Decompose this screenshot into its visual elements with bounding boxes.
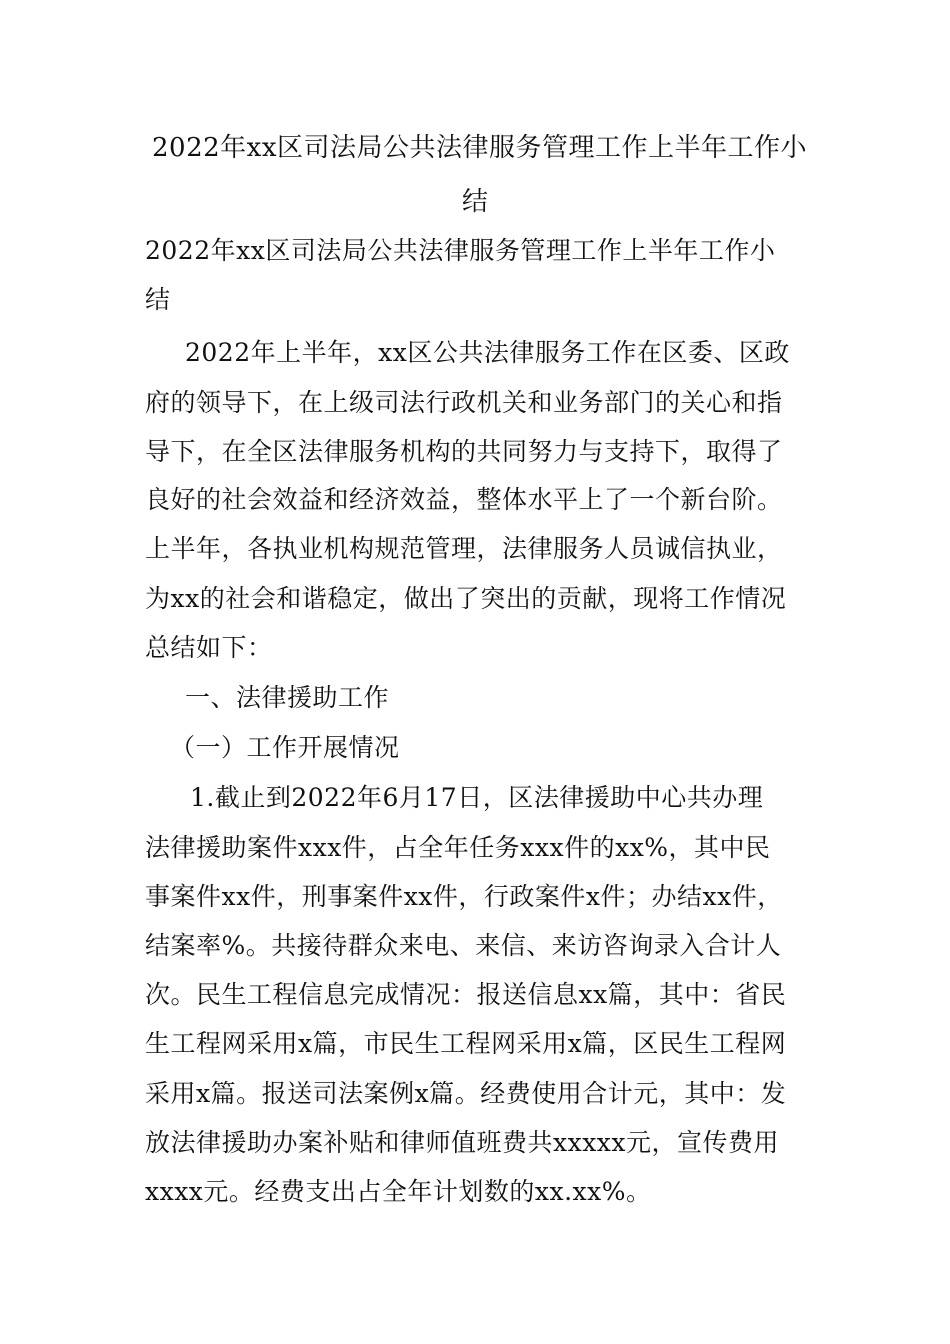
document-subtitle-line-2: 结 bbox=[145, 285, 171, 314]
intro-paragraph-line: 上半年，各执业机构规范管理，法律服务人员诚信执业， bbox=[145, 534, 783, 563]
item1-paragraph-line: 次。民生工程信息完成情况：报送信息xx篇，其中：省民 bbox=[145, 980, 787, 1009]
intro-paragraph-line: 为xx的社会和谐稳定，做出了突出的贡献，现将工作情况 bbox=[145, 584, 787, 613]
intro-paragraph-line: 2022年上半年，xx区公共法律服务工作在区委、区政 bbox=[185, 338, 790, 367]
item1-paragraph-line: 结案率%。共接待群众来电、来信、来访咨询录入合计人 bbox=[145, 931, 782, 960]
intro-paragraph-line: 府的领导下，在上级司法行政机关和业务部门的关心和指 bbox=[145, 388, 783, 417]
document-title-line-1: 2022年xx区司法局公共法律服务管理工作上半年工作小 bbox=[152, 133, 807, 163]
document-subtitle-line-1: 2022年xx区司法局公共法律服务管理工作上半年工作小 bbox=[145, 236, 776, 265]
item1-paragraph-line: 放法律援助办案补贴和律师值班费共xxxxx元，宣传费用 bbox=[145, 1128, 779, 1157]
item1-paragraph-line: 采用x篇。报送司法案例x篇。经费使用合计元，其中：发 bbox=[145, 1079, 787, 1108]
intro-paragraph-line: 良好的社会效益和经济效益，整体水平上了一个新台阶。 bbox=[145, 485, 783, 514]
document-title-line-2: 结 bbox=[462, 187, 489, 217]
item1-paragraph-line: 事案件xx件，刑事案件xx件，行政案件x件；办结xx件， bbox=[145, 882, 783, 911]
section-heading: 一、法律援助工作 bbox=[185, 683, 390, 712]
item1-paragraph-line: 法律援助案件xxx件，占全年任务xxx件的xx%，其中民 bbox=[145, 833, 771, 862]
subsection-heading: （一）工作开展情况 bbox=[170, 733, 400, 762]
intro-paragraph-line: 总结如下： bbox=[145, 633, 273, 662]
item1-paragraph-line: 1.截止到2022年6月17日，区法律援助中心共办理 bbox=[190, 783, 764, 812]
item1-paragraph-line: 生工程网采用x篇，市民生工程网采用x篇，区民生工程网 bbox=[145, 1029, 787, 1058]
item1-paragraph-line: xxxx元。经费支出占全年计划数的xx.xx%。 bbox=[145, 1177, 652, 1206]
intro-paragraph-line: 导下，在全区法律服务机构的共同努力与支持下，取得了 bbox=[145, 437, 783, 466]
